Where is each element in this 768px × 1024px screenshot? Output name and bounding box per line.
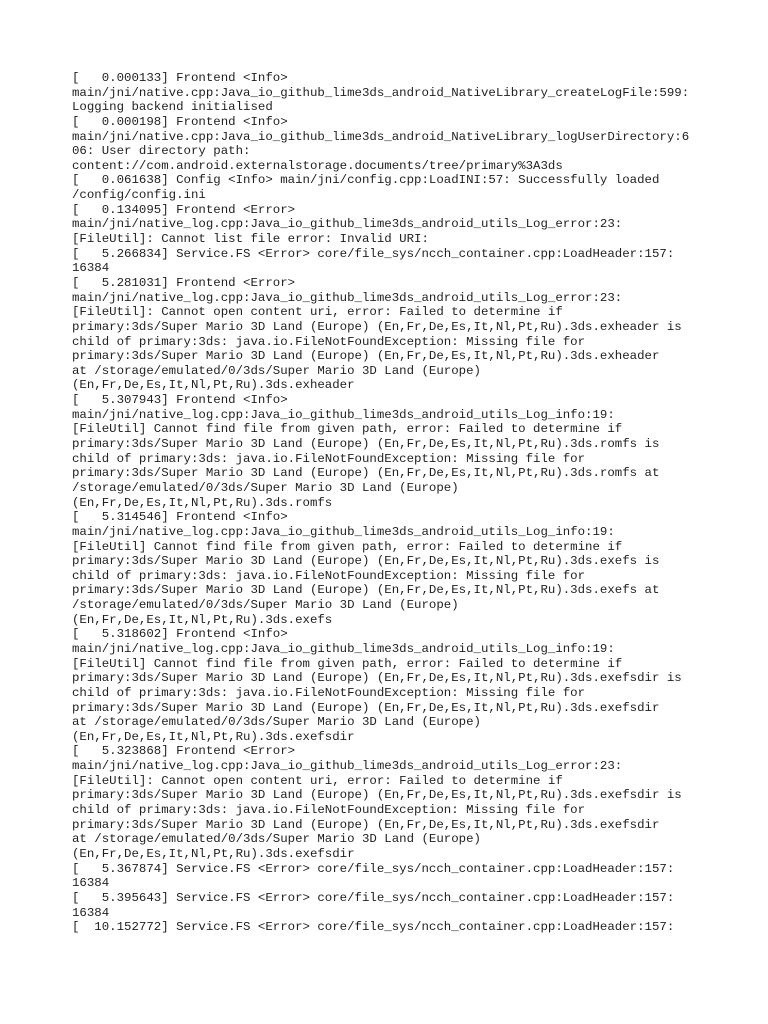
log-line: child of primary:3ds: java.io.FileNotFoundException: Missing file for	[72, 568, 586, 583]
log-line: primary:3ds/Super Mario 3D Land (Europe) (En,Fr,De,Es,It,Nl,Pt,Ru).3ds.romfs at	[72, 466, 660, 481]
log-line: 16384	[72, 876, 110, 891]
log-line: primary:3ds/Super Mario 3D Land (Europe) (En,Fr,De,Es,It,Nl,Pt,Ru).3ds.exheader	[72, 349, 660, 364]
log-line: [ 5.395643] Service.FS <Error> core/file_sys/ncch_container.cpp:LoadHeader:157:	[72, 890, 675, 905]
log-line: /storage/emulated/0/3ds/Super Mario 3D Land (Europe)	[72, 598, 459, 613]
log-line: [FileUtil] Cannot find file from given path, error: Failed to determine if	[72, 656, 623, 671]
log-line: [ 5.307943] Frontend <Info>	[72, 393, 288, 408]
log-line: primary:3ds/Super Mario 3D Land (Europe) (En,Fr,De,Es,It,Nl,Pt,Ru).3ds.exefsdir is	[72, 788, 682, 803]
log-line: [ 0.134095] Frontend <Error>	[72, 202, 296, 217]
log-line: (En,Fr,De,Es,It,Nl,Pt,Ru).3ds.exheader	[72, 378, 355, 393]
log-line: child of primary:3ds: java.io.FileNotFoundException: Missing file for	[72, 803, 586, 818]
log-line: main/jni/native_log.cpp:Java_io_github_lime3ds_android_utils_Log_error:23:	[72, 290, 623, 305]
log-line: child of primary:3ds: java.io.FileNotFoundException: Missing file for	[72, 451, 586, 466]
log-line: 06: User directory path:	[72, 144, 251, 159]
log-line: [ 0.000133] Frontend <Info>	[72, 71, 288, 85]
log-line: primary:3ds/Super Mario 3D Land (Europe) (En,Fr,De,Es,It,Nl,Pt,Ru).3ds.exefs is	[72, 554, 660, 569]
log-line: [FileUtil]: Cannot open content uri, error: Failed to determine if	[72, 305, 563, 320]
log-line: main/jni/native_log.cpp:Java_io_github_lime3ds_android_utils_Log_error:23:	[72, 759, 623, 774]
log-line: main/jni/native_log.cpp:Java_io_github_lime3ds_android_utils_Log_info:19:	[72, 641, 615, 656]
log-line: primary:3ds/Super Mario 3D Land (Europe) (En,Fr,De,Es,It,Nl,Pt,Ru).3ds.exefsdir	[72, 700, 660, 715]
log-line: primary:3ds/Super Mario 3D Land (Europe) (En,Fr,De,Es,It,Nl,Pt,Ru).3ds.romfs is	[72, 437, 660, 452]
log-line: [ 10.152772] Service.FS <Error> core/file_sys/ncch_container.cpp:LoadHeader:157:	[72, 920, 675, 935]
log-line: [FileUtil] Cannot find file from given path, error: Failed to determine if	[72, 422, 623, 437]
log-line: 16384	[72, 905, 110, 920]
log-line: [ 5.266834] Service.FS <Error> core/file_sys/ncch_container.cpp:LoadHeader:157:	[72, 246, 675, 261]
log-line: (En,Fr,De,Es,It,Nl,Pt,Ru).3ds.exefsdir	[72, 729, 355, 744]
log-line: main/jni/native_log.cpp:Java_io_github_lime3ds_android_utils_Log_error:23:	[72, 217, 623, 232]
log-line: (En,Fr,De,Es,It,Nl,Pt,Ru).3ds.exefs	[72, 612, 333, 627]
log-line: (En,Fr,De,Es,It,Nl,Pt,Ru).3ds.romfs	[72, 495, 333, 510]
log-line: main/jni/native.cpp:Java_io_github_lime3ds_android_NativeLibrary_createLogFile:599:	[72, 85, 690, 100]
log-line: primary:3ds/Super Mario 3D Land (Europe) (En,Fr,De,Es,It,Nl,Pt,Ru).3ds.exheader is	[72, 319, 682, 334]
log-line: primary:3ds/Super Mario 3D Land (Europe) (En,Fr,De,Es,It,Nl,Pt,Ru).3ds.exefsdir is	[72, 671, 682, 686]
log-line: 16384	[72, 261, 110, 276]
log-line: main/jni/native_log.cpp:Java_io_github_lime3ds_android_utils_Log_info:19:	[72, 524, 615, 539]
log-line: main/jni/native_log.cpp:Java_io_github_lime3ds_android_utils_Log_info:19:	[72, 407, 615, 422]
log-line: at /storage/emulated/0/3ds/Super Mario 3D Land (Europe)	[72, 832, 481, 847]
log-line: child of primary:3ds: java.io.FileNotFoundException: Missing file for	[72, 334, 586, 349]
log-line: [FileUtil]: Cannot list file error: Invalid URI:	[72, 232, 429, 247]
log-line: /storage/emulated/0/3ds/Super Mario 3D Land (Europe)	[72, 480, 459, 495]
log-line: at /storage/emulated/0/3ds/Super Mario 3D Land (Europe)	[72, 715, 481, 730]
log-line: [FileUtil]: Cannot open content uri, error: Failed to determine if	[72, 773, 563, 788]
log-line: [FileUtil] Cannot find file from given path, error: Failed to determine if	[72, 539, 623, 554]
log-line: (En,Fr,De,Es,It,Nl,Pt,Ru).3ds.exefsdir	[72, 846, 355, 861]
log-line: primary:3ds/Super Mario 3D Land (Europe) (En,Fr,De,Es,It,Nl,Pt,Ru).3ds.exefs at	[72, 583, 660, 598]
log-line: [ 5.318602] Frontend <Info>	[72, 627, 288, 642]
log-text-block	[72, 71, 712, 935]
log-line: primary:3ds/Super Mario 3D Land (Europe) (En,Fr,De,Es,It,Nl,Pt,Ru).3ds.exefsdir	[72, 817, 660, 832]
log-line: main/jni/native.cpp:Java_io_github_lime3ds_android_NativeLibrary_logUserDirectory:6	[72, 129, 690, 144]
log-line: [ 0.061638] Config <Info> main/jni/config.cpp:LoadINI:57: Successfully loaded	[72, 173, 660, 188]
log-line: [ 5.367874] Service.FS <Error> core/file_sys/ncch_container.cpp:LoadHeader:157:	[72, 861, 675, 876]
log-line: [ 5.281031] Frontend <Error>	[72, 275, 296, 290]
log-line: [ 0.000198] Frontend <Info>	[72, 114, 288, 129]
log-line: child of primary:3ds: java.io.FileNotFoundException: Missing file for	[72, 685, 586, 700]
log-line: at /storage/emulated/0/3ds/Super Mario 3D Land (Europe)	[72, 363, 481, 378]
log-line: /config/config.ini	[72, 188, 206, 203]
log-line: [ 5.323868] Frontend <Error>	[72, 744, 296, 759]
log-line: content://com.android.externalstorage.documents/tree/primary%3A3ds	[72, 158, 563, 173]
log-line: Logging backend initialised	[72, 100, 273, 115]
log-line: [ 5.314546] Frontend <Info>	[72, 510, 288, 525]
